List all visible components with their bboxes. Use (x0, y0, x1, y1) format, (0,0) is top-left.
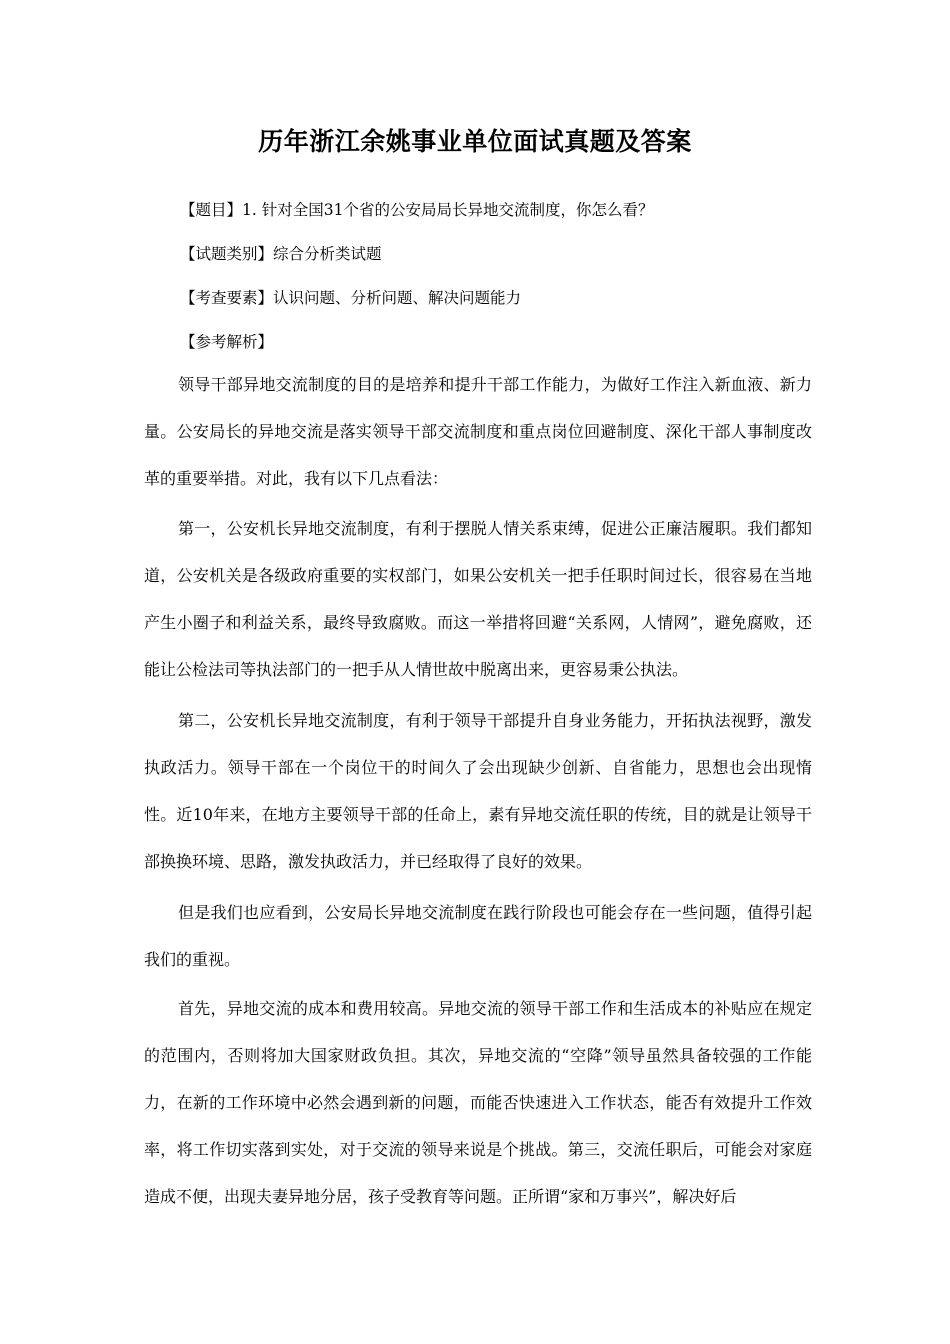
document-title: 历年浙江余姚事业单位面试真题及答案 (258, 127, 692, 156)
paragraph-first-point: 第一，公安机长异地交流制度，有利于摆脱人情关系束缚，促进公正廉洁履职。我们都知道，公安机关是各级政府重要的实权部门，如果公安机关一把手任职时间过长，很容易在当地产生小圈子和利益关系，最终导致腐败。而这一举措将回避“关系网，人情网”，避免腐败，还能让公检法司等执法部门的一把手从人情世故中脱离出来，更容易秉公执法。 (144, 519, 812, 679)
paragraph-concerns: 但是我们也应看到，公安局长异地交流制度在践行阶段也可能会存在一些问题，值得引起我们的重视。 (144, 903, 812, 969)
elements-line: 【考查要素】认识问题、分析问题、解决问题能力 (180, 289, 522, 307)
paragraph-problems: 首先，异地交流的成本和费用较高。异地交流的领导干部工作和生活成本的补贴应在规定的范围内，否则将加大国家财政负担。其次，异地交流的“空降”领导虽然具备较强的工作能力，在新的工作环境中必然会遇到新的问题，而能否快速进入工作状态，能否有效提升工作效率，将工作切实落到实处，对于交流的领导来说是个挑战。第三，交流任职后，可能会对家庭造成不便，出现夫妻异地分居，孩子受教育等问题。正所谓“家和万事兴”，解决好后 (144, 999, 812, 1206)
paragraph-intro: 领导干部异地交流制度的目的是培养和提升干部工作能力，为做好工作注入新血液、新力量。公安局长的异地交流是落实领导干部交流制度和重点岗位回避制度、深化干部人事制度改革的重要举措。对此，我有以下几点看法： (144, 375, 812, 488)
analysis-heading: 【参考解析】 (180, 333, 274, 351)
category-line: 【试题类别】综合分析类试题 (180, 245, 382, 263)
question-line: 【题目】1. 针对全国31个省的公安局局长异地交流制度，你怎么看？ (180, 201, 654, 219)
paragraph-second-point: 第二，公安机长异地交流制度，有利于领导干部提升自身业务能力，开拓执法视野，激发执政活力。领导干部在一个岗位干的时间久了会出现缺少创新、自省能力，思想也会出现惰性。近10年来，在地方主要领导干部的任命上，素有异地交流任职的传统，目的就是让领导干部换换环境、思路，激发执政活力，并已经取得了良好的效果。 (144, 711, 812, 871)
